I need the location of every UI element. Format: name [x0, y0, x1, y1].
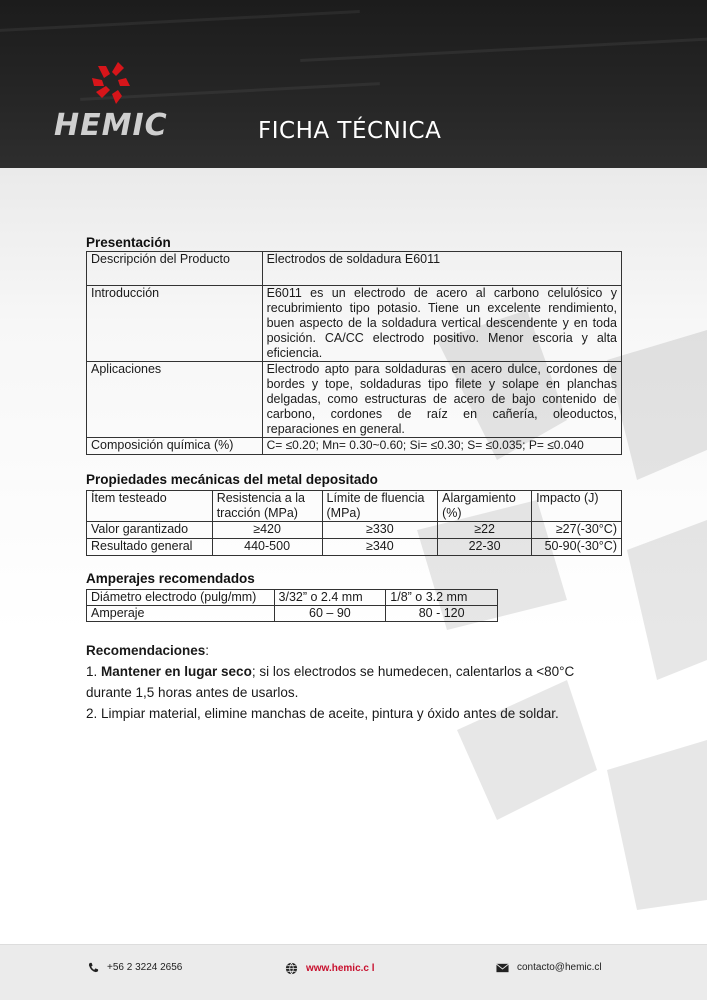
table-cell-value: E6011 es un electrodo de acero al carbono celulósico y recubrimiento tipo potasio. Tiene un excelente rendimiento, buen aspecto de la soldadura vertical descendente y en toda posición. CA/CC electrodo positivo. Menor escoria y alta eficiencia.: [262, 286, 621, 362]
footer-web-link[interactable]: www.hemic.c l: [306, 963, 375, 974]
table-cell: ≥22: [438, 522, 532, 539]
table-row: [87, 606, 498, 622]
table-row: [87, 539, 622, 556]
section-title-amperajes: Amperajes recomendados: [86, 571, 255, 586]
footer-web[interactable]: [285, 962, 375, 975]
table-row: [87, 522, 622, 539]
table-cell: 60 – 90: [274, 606, 386, 622]
table-cell: 80 - 120: [386, 606, 498, 622]
table-row: [87, 438, 622, 455]
table-cell: Resultado general: [87, 539, 213, 556]
recommendations-title: Recomendaciones: [86, 643, 206, 658]
table-header: 1/8” o 3.2 mm: [386, 590, 498, 606]
table-cell: ≥420: [212, 522, 322, 539]
table-header: Alargamiento (%): [438, 491, 532, 522]
table-cell-value: Electrodos de soldadura E6011: [262, 252, 621, 286]
item-number: 1.: [86, 664, 102, 679]
table-cell: 22-30: [438, 539, 532, 556]
table-cell: Valor garantizado: [87, 522, 213, 539]
table-cell: ≥330: [322, 522, 438, 539]
page-header: [0, 0, 707, 168]
recommendation-item-2: 2. Limpiar material, elimine manchas de aceite, pintura y óxido antes de soldar.: [86, 706, 559, 721]
table-header: 3/32” o 2.4 mm: [274, 590, 386, 606]
logo-text: HEMIC: [54, 108, 168, 143]
table-row: [87, 362, 622, 438]
footer-email[interactable]: [496, 962, 602, 973]
table-cell-value: C= ≤0.20; Mn= 0.30~0.60; Si= ≤0.30; S= ≤0.035; P= ≤0.040: [262, 438, 621, 455]
recommendations-colon: :: [205, 643, 210, 658]
table-header-row: [87, 491, 622, 522]
globe-icon: [285, 962, 298, 975]
table-row: [87, 252, 622, 286]
propiedades-table: [86, 490, 622, 556]
section-title-propiedades: Propiedades mecánicas del metal depositado: [86, 472, 378, 487]
page-title: FICHA TÉCNICA: [258, 118, 442, 144]
table-header: Ítem testeado: [87, 491, 213, 522]
table-header: Impacto (J): [532, 491, 622, 522]
table-cell: 440-500: [212, 539, 322, 556]
table-header: Resistencia a la tracción (MPa): [212, 491, 322, 522]
table-header-row: [87, 590, 498, 606]
table-cell: ≥340: [322, 539, 438, 556]
recommendations-heading: [86, 640, 616, 661]
footer-phone: [88, 962, 182, 973]
recommendation-item-1: [86, 661, 616, 703]
table-cell: Amperaje: [87, 606, 275, 622]
footer-email-link[interactable]: contacto@hemic.cl: [517, 962, 602, 973]
item-bold-text: Mantener en lugar seco: [101, 664, 252, 679]
phone-icon: [88, 962, 99, 973]
table-cell-value: Electrodo apto para soldaduras en acero dulce, cordones de bordes y tope, soldaduras tipo filete y solape en planchas delgadas, como estructuras de acero de bajo contenido de carbono, cordones de raíz en cañería, oleoductos, reparaciones en general.: [262, 362, 621, 438]
footer-phone-text: +56 2 3224 2656: [107, 962, 183, 973]
recommendations: [86, 640, 616, 724]
table-cell-label: Aplicaciones: [87, 362, 263, 438]
table-row: [87, 286, 622, 362]
table-cell: 50-90(-30°C): [532, 539, 622, 556]
mail-icon: [496, 963, 509, 973]
page-footer: [0, 944, 707, 1000]
table-cell-label: Descripción del Producto: [87, 252, 263, 286]
amperajes-table: [86, 589, 498, 622]
table-cell-label: Composición química (%): [87, 438, 263, 455]
table-cell-label: Introducción: [87, 286, 263, 362]
table-header: Diámetro electrodo (pulg/mm): [87, 590, 275, 606]
table-cell: ≥27(-30°C): [532, 522, 622, 539]
section-title-presentacion: Presentación: [86, 235, 171, 250]
logo-star-icon: [92, 62, 132, 106]
presentacion-table: [86, 251, 622, 455]
table-header: Límite de fluencia (MPa): [322, 491, 438, 522]
hemic-logo: [48, 62, 178, 146]
item-text: ; si los electrodos se humedecen, calentarlos a <80°C durante 1,5 horas antes de usarlos.: [86, 664, 575, 700]
